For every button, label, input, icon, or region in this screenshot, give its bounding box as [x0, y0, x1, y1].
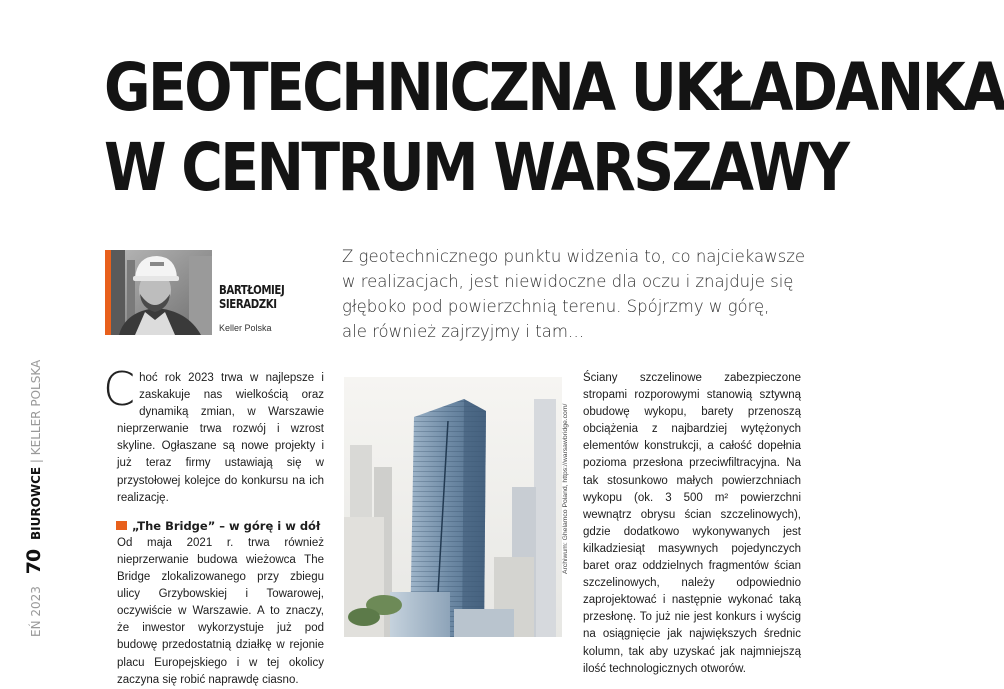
- section-subheading: [117, 518, 324, 535]
- article-title-line-2: W CENTRUM WARSZAWY: [104, 129, 848, 206]
- body-paragraph: Od maja 2021 r. trwa również nieprzerwanie budowa wieżowca The Bridge zlokalizowanego przy zbiegu ulicy Grzybowskiej i Towarowej, oczywiście w Warszawie. A to znaczy, że inwestor wykorzystuje już pod budowę przedostatnią działkę w rejonie placu Europejskiego i w tej okolicy zaczyna się robić naprawdę ciasno.: [117, 536, 324, 686]
- image-credit: [562, 378, 574, 574]
- body-paragraph: [103, 362, 324, 507]
- author-last-name: SIERADZKI: [219, 297, 277, 311]
- subheading-text: „The Bridge” – w górę i w dół: [132, 518, 321, 533]
- building-rendering: [344, 377, 562, 637]
- lead-line: ale również zajrzyjmy i tam…: [342, 322, 585, 341]
- article-lead: [342, 244, 812, 344]
- section-name: BIUROWCE: [29, 466, 43, 540]
- author-first-name: BARTŁOMIEJ: [219, 283, 285, 297]
- author-portrait-image: [105, 250, 212, 335]
- article-title: [104, 48, 1004, 208]
- sidebar-date: EŃ 2023: [29, 586, 43, 637]
- lead-line: głęboko pod powierzchnią terenu. Spójrzmy w górę,: [342, 297, 770, 316]
- page-sidebar: [23, 359, 45, 637]
- skyscraper-illustration: [344, 377, 562, 637]
- page-number: 70: [23, 549, 45, 575]
- body-paragraph-text: hoć rok 2023 trwa w najlepsze i zaskakuje nas wielkością oraz dynamiką zmian, w Warszawie nieprzerwanie trwa rozwój i wzrost skyline. Ogłaszane są nowe projekty i już teraz firmy ustawiają się w przystołowej kolejce do konkursu na ich realizację.: [117, 372, 324, 504]
- body-column-1: [103, 362, 324, 689]
- article-title-line-1: GEOTECHNICZNA UKŁADANKA: [104, 49, 1004, 126]
- drop-cap: C: [103, 362, 136, 416]
- author-photo-accent-stripe: [105, 250, 111, 335]
- image-credit-text: Archiwum: Ghelamco Poland, https://warsawbridge.com/: [562, 403, 569, 574]
- author-name: [219, 283, 284, 311]
- body-paragraph: Ściany szczelinowe zabezpieczone stropami rozporowymi stanowią sztywną obudowę wykopu, barety przenoszą obciążenia z najbardziej wytężonych elementów konstrukcji, a całość dopełnia pozioma przesłona przeciwfiltracyjna. Na tak stosunkowo małych powierzchniach wykopu (ok. 3 500 m² powierzchni wewnątrz obrysu ścian szczelinowych), gdzie dodatkowo wykonywanych jest kilkadziesiąt masywnych pojedynczych baret oraz oddzielnych fragmentów ścian szczelinowych, należy odpowiednio zaprojektować i następnie wykonać taką przesłonę. To już nie jest konkurs i wyścig na osiągnięcie jak największych średnic kolumn, tak aby uzyskać jak najmniejszą ilość technologicznych otworów.: [583, 372, 801, 675]
- sidebar-rotated-text: [24, 360, 46, 637]
- author-photo: [105, 250, 212, 335]
- lead-line: w realizacjach, jest niewidoczne dla oczu i znajduje się: [342, 272, 794, 291]
- orange-square-icon: [116, 521, 127, 530]
- author-company: Keller Polska: [219, 323, 272, 333]
- sidebar-separator: |: [29, 459, 43, 464]
- body-column-3: [583, 370, 801, 678]
- publisher-name: KELLER POLSKA: [29, 359, 43, 456]
- lead-line: Z geotechnicznego punktu widzenia to, co najciekawsze: [342, 247, 806, 266]
